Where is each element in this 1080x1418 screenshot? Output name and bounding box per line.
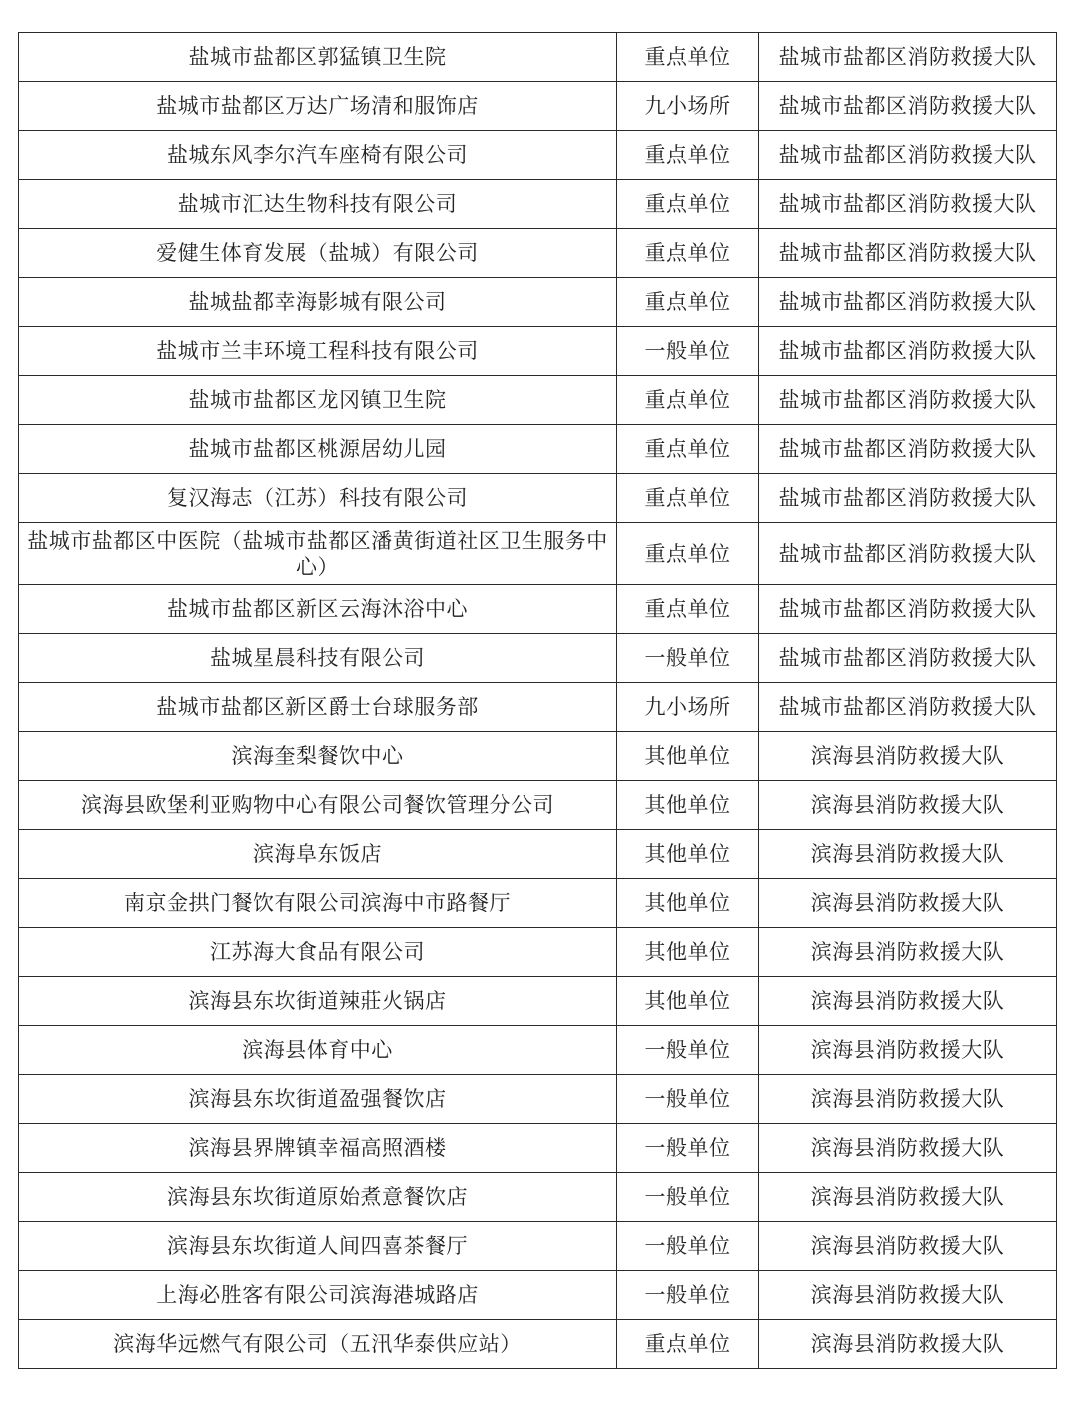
unit-table xyxy=(18,32,1057,1369)
unit-name-cell: 盐城市汇达生物科技有限公司 xyxy=(19,180,617,229)
unit-type-cell: 其他单位 xyxy=(617,732,759,781)
unit-name-cell: 盐城星晨科技有限公司 xyxy=(19,634,617,683)
unit-name-cell: 复汉海志（江苏）科技有限公司 xyxy=(19,474,617,523)
table-row xyxy=(19,474,1057,523)
unit-name-cell: 滨海县欧堡利亚购物中心有限公司餐饮管理分公司 xyxy=(19,781,617,830)
table-row xyxy=(19,732,1057,781)
unit-name-cell: 盐城市盐都区桃源居幼儿园 xyxy=(19,425,617,474)
table-row xyxy=(19,1320,1057,1369)
table-row xyxy=(19,634,1057,683)
unit-type-cell: 重点单位 xyxy=(617,131,759,180)
unit-type-cell: 九小场所 xyxy=(617,82,759,131)
table-row xyxy=(19,585,1057,634)
table-row xyxy=(19,33,1057,82)
unit-type-cell: 其他单位 xyxy=(617,830,759,879)
fire-brigade-cell: 盐城市盐都区消防救援大队 xyxy=(759,278,1057,327)
unit-type-cell: 其他单位 xyxy=(617,879,759,928)
fire-brigade-cell: 滨海县消防救援大队 xyxy=(759,879,1057,928)
unit-type-cell: 其他单位 xyxy=(617,781,759,830)
fire-brigade-cell: 盐城市盐都区消防救援大队 xyxy=(759,523,1057,585)
unit-name-cell: 江苏海大食品有限公司 xyxy=(19,928,617,977)
fire-brigade-cell: 滨海县消防救援大队 xyxy=(759,977,1057,1026)
unit-name-cell: 滨海县界牌镇幸福高照酒楼 xyxy=(19,1124,617,1173)
fire-brigade-cell: 滨海县消防救援大队 xyxy=(759,732,1057,781)
unit-name-cell: 滨海县东坎街道人间四喜茶餐厅 xyxy=(19,1222,617,1271)
unit-name-cell: 滨海县体育中心 xyxy=(19,1026,617,1075)
unit-name-cell: 盐城盐都幸海影城有限公司 xyxy=(19,278,617,327)
table-row xyxy=(19,425,1057,474)
fire-brigade-cell: 盐城市盐都区消防救援大队 xyxy=(759,474,1057,523)
fire-brigade-cell: 盐城市盐都区消防救援大队 xyxy=(759,683,1057,732)
fire-brigade-cell: 盐城市盐都区消防救援大队 xyxy=(759,425,1057,474)
fire-brigade-cell: 滨海县消防救援大队 xyxy=(759,1271,1057,1320)
unit-name-cell: 盐城市盐都区龙冈镇卫生院 xyxy=(19,376,617,425)
unit-type-cell: 重点单位 xyxy=(617,33,759,82)
unit-name-cell: 盐城市盐都区新区爵士台球服务部 xyxy=(19,683,617,732)
unit-name-cell: 滨海阜东饭店 xyxy=(19,830,617,879)
fire-brigade-cell: 滨海县消防救援大队 xyxy=(759,1320,1057,1369)
fire-brigade-cell: 盐城市盐都区消防救援大队 xyxy=(759,180,1057,229)
table-row xyxy=(19,523,1057,585)
unit-type-cell: 一般单位 xyxy=(617,1075,759,1124)
unit-name-cell: 盐城市盐都区新区云海沐浴中心 xyxy=(19,585,617,634)
fire-brigade-cell: 滨海县消防救援大队 xyxy=(759,781,1057,830)
table-row xyxy=(19,131,1057,180)
unit-name-cell: 爱健生体育发展（盐城）有限公司 xyxy=(19,229,617,278)
fire-brigade-cell: 滨海县消防救援大队 xyxy=(759,1124,1057,1173)
fire-brigade-cell: 滨海县消防救援大队 xyxy=(759,1075,1057,1124)
unit-type-cell: 一般单位 xyxy=(617,1026,759,1075)
table-row xyxy=(19,1173,1057,1222)
table-row xyxy=(19,1124,1057,1173)
unit-type-cell: 重点单位 xyxy=(617,523,759,585)
unit-type-cell: 一般单位 xyxy=(617,327,759,376)
unit-type-cell: 重点单位 xyxy=(617,376,759,425)
table-row xyxy=(19,1075,1057,1124)
unit-name-cell: 滨海县东坎街道辣莊火锅店 xyxy=(19,977,617,1026)
unit-name-cell: 盐城市盐都区万达广场清和服饰店 xyxy=(19,82,617,131)
unit-type-cell: 其他单位 xyxy=(617,977,759,1026)
table-row xyxy=(19,82,1057,131)
unit-type-cell: 重点单位 xyxy=(617,474,759,523)
unit-type-cell: 重点单位 xyxy=(617,180,759,229)
unit-type-cell: 重点单位 xyxy=(617,229,759,278)
unit-list-sheet xyxy=(18,32,1056,1369)
fire-brigade-cell: 盐城市盐都区消防救援大队 xyxy=(759,82,1057,131)
fire-brigade-cell: 盐城市盐都区消防救援大队 xyxy=(759,33,1057,82)
unit-type-cell: 重点单位 xyxy=(617,1320,759,1369)
unit-name-cell: 滨海华远燃气有限公司（五汛华泰供应站） xyxy=(19,1320,617,1369)
fire-brigade-cell: 滨海县消防救援大队 xyxy=(759,1173,1057,1222)
table-row xyxy=(19,879,1057,928)
fire-brigade-cell: 盐城市盐都区消防救援大队 xyxy=(759,376,1057,425)
unit-name-cell: 滨海奎梨餐饮中心 xyxy=(19,732,617,781)
table-row xyxy=(19,376,1057,425)
table-row xyxy=(19,278,1057,327)
table-row xyxy=(19,928,1057,977)
table-row xyxy=(19,683,1057,732)
table-row xyxy=(19,977,1057,1026)
fire-brigade-cell: 滨海县消防救援大队 xyxy=(759,830,1057,879)
unit-type-cell: 重点单位 xyxy=(617,425,759,474)
unit-name-cell: 盐城市盐都区中医院（盐城市盐都区潘黄街道社区卫生服务中心） xyxy=(19,523,617,585)
fire-brigade-cell: 盐城市盐都区消防救援大队 xyxy=(759,585,1057,634)
unit-type-cell: 其他单位 xyxy=(617,928,759,977)
fire-brigade-cell: 滨海县消防救援大队 xyxy=(759,1026,1057,1075)
table-row xyxy=(19,1026,1057,1075)
unit-type-cell: 九小场所 xyxy=(617,683,759,732)
unit-name-cell: 上海必胜客有限公司滨海港城路店 xyxy=(19,1271,617,1320)
unit-name-cell: 盐城市兰丰环境工程科技有限公司 xyxy=(19,327,617,376)
table-row xyxy=(19,1222,1057,1271)
fire-brigade-cell: 盐城市盐都区消防救援大队 xyxy=(759,634,1057,683)
unit-name-cell: 南京金拱门餐饮有限公司滨海中市路餐厅 xyxy=(19,879,617,928)
fire-brigade-cell: 盐城市盐都区消防救援大队 xyxy=(759,131,1057,180)
fire-brigade-cell: 盐城市盐都区消防救援大队 xyxy=(759,229,1057,278)
table-row xyxy=(19,180,1057,229)
unit-name-cell: 盐城市盐都区郭猛镇卫生院 xyxy=(19,33,617,82)
table-row xyxy=(19,830,1057,879)
unit-type-cell: 重点单位 xyxy=(617,585,759,634)
unit-name-cell: 滨海县东坎街道盈强餐饮店 xyxy=(19,1075,617,1124)
unit-table-body xyxy=(19,33,1057,1369)
unit-type-cell: 一般单位 xyxy=(617,634,759,683)
fire-brigade-cell: 盐城市盐都区消防救援大队 xyxy=(759,327,1057,376)
table-row xyxy=(19,781,1057,830)
table-row xyxy=(19,229,1057,278)
unit-name-cell: 盐城东风李尔汽车座椅有限公司 xyxy=(19,131,617,180)
fire-brigade-cell: 滨海县消防救援大队 xyxy=(759,928,1057,977)
table-row xyxy=(19,327,1057,376)
unit-type-cell: 重点单位 xyxy=(617,278,759,327)
table-row xyxy=(19,1271,1057,1320)
unit-type-cell: 一般单位 xyxy=(617,1124,759,1173)
unit-type-cell: 一般单位 xyxy=(617,1173,759,1222)
unit-type-cell: 一般单位 xyxy=(617,1271,759,1320)
unit-name-cell: 滨海县东坎街道原始煮意餐饮店 xyxy=(19,1173,617,1222)
unit-type-cell: 一般单位 xyxy=(617,1222,759,1271)
fire-brigade-cell: 滨海县消防救援大队 xyxy=(759,1222,1057,1271)
